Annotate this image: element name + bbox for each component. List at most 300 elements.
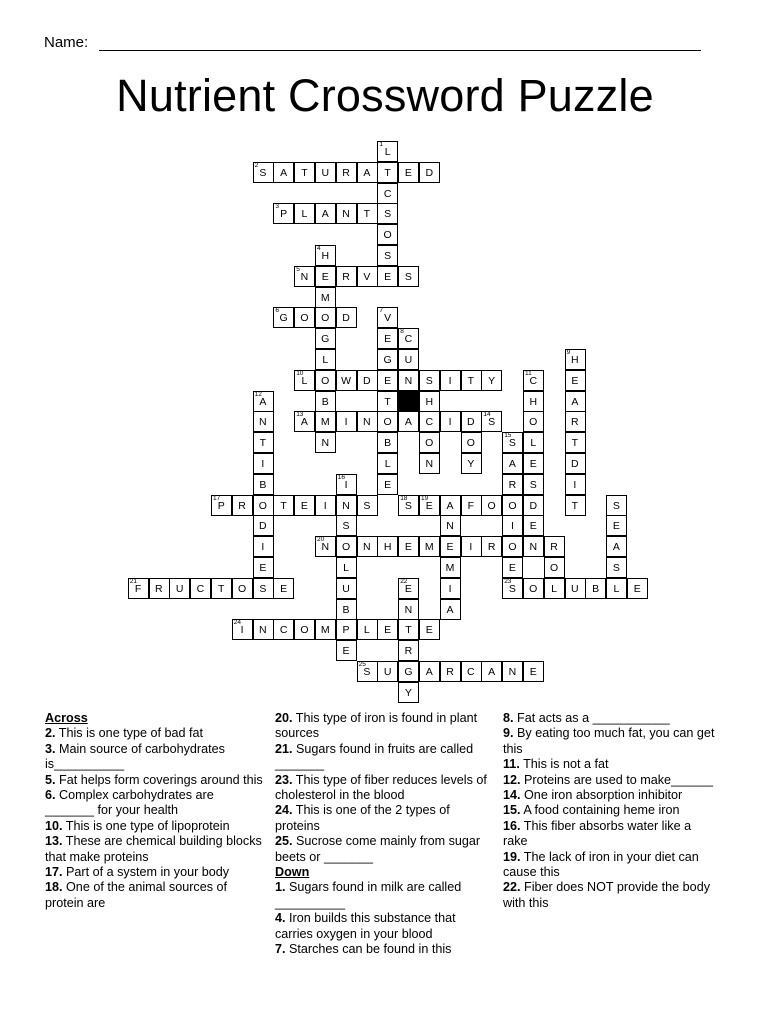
cell-letter: E: [404, 541, 413, 554]
clue-number: 15.: [503, 803, 521, 818]
grid-cell[interactable]: [398, 162, 419, 183]
grid-cell[interactable]: [315, 411, 336, 432]
grid-cell[interactable]: [273, 307, 294, 328]
clue-number: 6: [275, 307, 280, 315]
clue-text: Fiber does NOT provide the body with this: [503, 880, 710, 910]
clue-item: [45, 834, 263, 865]
grid-cell[interactable]: [273, 162, 294, 183]
grid-cell[interactable]: [502, 578, 523, 599]
grid-cell[interactable]: [606, 515, 627, 536]
grid-cell[interactable]: [606, 495, 627, 516]
grid-cell[interactable]: [377, 307, 398, 328]
cell-letter: P: [217, 499, 226, 512]
clue-number: 9: [566, 349, 571, 356]
clue-number: 23: [504, 577, 512, 585]
grid-cell[interactable]: [481, 495, 502, 516]
grid-cell[interactable]: [315, 495, 336, 516]
cell-letter: I: [240, 624, 244, 637]
grid-cell[interactable]: [481, 411, 502, 432]
grid-cell[interactable]: [502, 515, 523, 536]
grid-cell[interactable]: [419, 453, 440, 474]
grid-cell[interactable]: [273, 495, 294, 516]
cell-letter: B: [342, 603, 351, 616]
grid-cell[interactable]: [377, 391, 398, 412]
grid-cell[interactable]: [357, 370, 378, 391]
cell-letter: L: [384, 458, 392, 470]
clue-number: 10: [296, 369, 304, 377]
clue-number: 17.: [45, 865, 63, 880]
cell-letter: E: [384, 478, 392, 491]
grid-cell[interactable]: [565, 578, 586, 599]
grid-cell[interactable]: [502, 432, 523, 453]
cell-letter: P: [342, 624, 351, 637]
clue-text: This is one type of lipoprotein: [65, 818, 230, 833]
grid-cell[interactable]: [440, 661, 461, 682]
cell-letter: F: [467, 499, 475, 512]
cell-letter: U: [383, 666, 392, 678]
grid-cell[interactable]: [461, 432, 482, 453]
cell-letter: O: [321, 312, 330, 325]
clue-number: 8.: [503, 711, 514, 725]
grid-cell[interactable]: [294, 411, 315, 432]
grid-cell[interactable]: [315, 328, 336, 349]
grid-cell[interactable]: [565, 370, 586, 391]
grid-cell[interactable]: [523, 391, 544, 412]
grid-cell[interactable]: [440, 495, 461, 516]
cell-letter: N: [508, 666, 517, 678]
grid-cell[interactable]: [294, 266, 315, 287]
grid-cell[interactable]: [606, 557, 627, 578]
grid-cell[interactable]: [502, 495, 523, 516]
grid-cell[interactable]: [357, 495, 378, 516]
cell-letter: Y: [467, 458, 475, 470]
grid-cell[interactable]: [315, 349, 336, 370]
grid-cell[interactable]: [315, 162, 336, 183]
grid-cell[interactable]: [481, 536, 502, 557]
grid-cell[interactable]: [315, 287, 336, 308]
grid-cell[interactable]: [336, 162, 357, 183]
clue-text: Main source of carbohydrates is__________: [45, 741, 225, 772]
grid-cell[interactable]: [232, 619, 253, 640]
grid-cell[interactable]: [253, 162, 274, 183]
grid-cell[interactable]: [398, 495, 419, 516]
cell-letter: I: [448, 416, 452, 429]
grid-cell[interactable]: [211, 495, 232, 516]
grid-cell[interactable]: [377, 432, 398, 453]
grid-cell[interactable]: [398, 349, 419, 370]
grid-cell[interactable]: [377, 619, 398, 640]
clue-item: [503, 726, 715, 757]
cell-letter: L: [301, 208, 308, 221]
grid-cell[interactable]: [169, 578, 190, 599]
grid-cell[interactable]: [398, 536, 419, 557]
grid-cell[interactable]: [273, 203, 294, 224]
grid-cell[interactable]: [253, 557, 274, 578]
grid-cell[interactable]: [419, 536, 440, 557]
clue-text: Proteins are used to make______: [524, 772, 714, 787]
cell-letter: N: [425, 458, 434, 470]
grid-cell[interactable]: [565, 432, 586, 453]
grid-cell[interactable]: [377, 661, 398, 682]
grid-cell[interactable]: [253, 411, 274, 432]
down-heading: Down: [275, 865, 310, 880]
cell-letter: H: [425, 395, 434, 408]
cell-letter: R: [508, 478, 517, 491]
grid-cell[interactable]: [565, 411, 586, 432]
grid-cell[interactable]: [357, 661, 378, 682]
grid-cell[interactable]: [336, 599, 357, 620]
cell-letter: P: [280, 208, 288, 221]
page-title: Nutrient Crossword Puzzle: [116, 70, 654, 121]
cell-letter: L: [551, 582, 558, 595]
grid-cell[interactable]: [565, 391, 586, 412]
clue-number: 22: [400, 577, 408, 585]
cell-letter: T: [301, 166, 309, 179]
grid-cell[interactable]: [377, 474, 398, 495]
cell-letter: S: [425, 374, 434, 387]
clue-item: [45, 880, 263, 911]
grid-cell[interactable]: [357, 536, 378, 557]
clue-number: 11: [525, 369, 532, 377]
clue-text: By eating too much fat, you can get this: [503, 726, 715, 756]
clue-number: 14: [483, 411, 491, 419]
grid-cell[interactable]: [523, 432, 544, 453]
grid-cell[interactable]: [315, 307, 336, 328]
clue-number: 9.: [503, 726, 514, 741]
cell-letter: O: [508, 541, 518, 554]
grid-cell[interactable]: [502, 474, 523, 495]
grid-cell[interactable]: [440, 578, 461, 599]
cell-letter: V: [363, 270, 371, 283]
grid-cell[interactable]: [253, 391, 274, 412]
grid-cell[interactable]: [585, 578, 606, 599]
cell-letter: A: [425, 666, 434, 678]
grid-cell[interactable]: [253, 432, 274, 453]
grid-cell[interactable]: [294, 619, 315, 640]
grid-cell[interactable]: [357, 203, 378, 224]
grid-cell[interactable]: [294, 370, 315, 391]
cell-letter: H: [529, 395, 538, 408]
grid-cell[interactable]: [440, 536, 461, 557]
clues-column-3: [503, 711, 715, 911]
clue-item: [503, 819, 715, 850]
cell-letter: I: [448, 582, 452, 595]
grid-cell[interactable]: [565, 453, 586, 474]
clue-item: [503, 788, 715, 803]
grid-cell[interactable]: [565, 349, 586, 370]
grid-cell[interactable]: [398, 599, 419, 620]
cell-letter: E: [342, 645, 351, 658]
cell-letter: D: [363, 374, 372, 387]
grid-cell[interactable]: [544, 578, 565, 599]
cell-letter: R: [571, 416, 580, 429]
grid-cell[interactable]: [377, 536, 398, 557]
grid-cell[interactable]: [294, 203, 315, 224]
grid-cell[interactable]: [377, 411, 398, 432]
cell-letter: E: [529, 666, 538, 678]
grid-cell[interactable]: [336, 370, 357, 391]
grid-cell[interactable]: [502, 536, 523, 557]
cell-letter: A: [259, 395, 267, 408]
grid-cell[interactable]: [315, 266, 336, 287]
clue-text: This is one of the 2 types of proteins: [275, 803, 450, 833]
cell-letter: D: [571, 458, 580, 470]
grid-cell[interactable]: [523, 453, 544, 474]
grid-cell[interactable]: [232, 495, 253, 516]
grid-cell[interactable]: [523, 515, 544, 536]
cell-letter: E: [633, 582, 642, 595]
grid-cell[interactable]: [253, 578, 274, 599]
grid-cell[interactable]: [398, 370, 419, 391]
grid-cell[interactable]: [253, 474, 274, 495]
clue-text: Sugars found in milk are called __________: [275, 880, 462, 910]
grid-cell[interactable]: [336, 557, 357, 578]
grid-cell[interactable]: [336, 619, 357, 640]
cell-letter: N: [259, 416, 268, 429]
grid-cell[interactable]: [544, 557, 565, 578]
cell-letter: S: [612, 562, 621, 574]
grid-cell[interactable]: [315, 432, 336, 453]
grid-cell[interactable]: [273, 578, 294, 599]
clue-item: [275, 942, 493, 957]
cell-letter: I: [261, 541, 265, 554]
grid-cell[interactable]: [544, 536, 565, 557]
cell-letter: I: [573, 478, 577, 491]
cell-letter: O: [300, 624, 310, 637]
grid-cell[interactable]: [377, 224, 398, 245]
grid-cell[interactable]: [523, 578, 544, 599]
cell-letter: E: [425, 624, 434, 637]
grid-cell[interactable]: [419, 661, 440, 682]
across-heading: Across: [45, 711, 88, 725]
grid-cell[interactable]: [336, 495, 357, 516]
cell-letter: E: [529, 520, 538, 533]
grid-cell[interactable]: [523, 661, 544, 682]
grid-cell[interactable]: [502, 557, 523, 578]
grid-cell[interactable]: [128, 578, 149, 599]
clue-number: 24.: [275, 803, 293, 818]
grid-cell[interactable]: [565, 474, 586, 495]
cell-letter: O: [529, 416, 538, 429]
clue-number: 16.: [503, 818, 521, 833]
grid-cell[interactable]: [377, 370, 398, 391]
cell-letter: N: [363, 541, 372, 554]
grid-cell[interactable]: [627, 578, 648, 599]
grid-cell[interactable]: [336, 578, 357, 599]
grid-cell[interactable]: [315, 391, 336, 412]
grid-cell[interactable]: [398, 682, 419, 703]
grid-cell[interactable]: [377, 328, 398, 349]
grid-cell[interactable]: [377, 266, 398, 287]
clue-text: Fat acts as a ___________: [517, 711, 670, 725]
cell-letter: T: [259, 437, 267, 450]
grid-cell[interactable]: [440, 557, 461, 578]
grid-cell[interactable]: [440, 370, 461, 391]
grid-cell[interactable]: [357, 619, 378, 640]
cell-letter: S: [508, 437, 517, 450]
cell-letter: E: [529, 458, 538, 470]
cell-letter: R: [404, 645, 413, 658]
grid-cell[interactable]: [565, 495, 586, 516]
cell-letter: N: [342, 208, 351, 221]
cell-letter: I: [469, 541, 473, 554]
grid-cell[interactable]: [523, 411, 544, 432]
clue-item: [275, 773, 493, 804]
grid-cell[interactable]: [461, 661, 482, 682]
grid-cell[interactable]: [419, 432, 440, 453]
grid-cell[interactable]: [336, 307, 357, 328]
grid-cell[interactable]: [398, 411, 419, 432]
grid-cell[interactable]: [398, 640, 419, 661]
grid-cell[interactable]: [461, 536, 482, 557]
grid-cell[interactable]: [377, 349, 398, 370]
cell-letter: A: [508, 458, 517, 470]
grid-cell[interactable]: [253, 619, 274, 640]
clue-item: [503, 711, 715, 726]
grid-cell[interactable]: [523, 536, 544, 557]
grid-cell[interactable]: [502, 453, 523, 474]
cell-letter: V: [384, 312, 392, 325]
cell-letter: O: [487, 499, 497, 512]
clue-text: Iron builds this substance that carries oxygen in your blood: [275, 911, 456, 941]
cell-letter: O: [383, 416, 393, 429]
grid-cell[interactable]: [398, 328, 419, 349]
grid-cell[interactable]: [419, 370, 440, 391]
grid-cell[interactable]: [461, 411, 482, 432]
grid-cell[interactable]: [294, 162, 315, 183]
clue-text: The lack of iron in your diet can cause this: [503, 849, 699, 880]
clues-column-2: [275, 711, 493, 958]
grid-cell[interactable]: [377, 453, 398, 474]
grid-cell[interactable]: [232, 578, 253, 599]
cell-letter: A: [321, 208, 330, 221]
grid-cell[interactable]: [606, 536, 627, 557]
grid-cell[interactable]: [419, 495, 440, 516]
grid-cell[interactable]: [523, 370, 544, 391]
cell-letter: D: [467, 416, 476, 429]
grid-cell[interactable]: [419, 162, 440, 183]
grid-cell[interactable]: [502, 661, 523, 682]
grid-cell[interactable]: [149, 578, 170, 599]
grid-cell[interactable]: [481, 661, 502, 682]
grid-cell[interactable]: [211, 578, 232, 599]
grid-cell[interactable]: [336, 640, 357, 661]
grid-cell[interactable]: [357, 266, 378, 287]
grid-cell[interactable]: [398, 619, 419, 640]
cell-letter: A: [404, 416, 413, 429]
cell-letter: W: [341, 374, 352, 387]
cell-letter: U: [342, 582, 351, 595]
grid-cell[interactable]: [377, 245, 398, 266]
clue-item: [45, 726, 263, 741]
grid-cell[interactable]: [419, 619, 440, 640]
grid-cell[interactable]: [461, 370, 482, 391]
grid-cell[interactable]: [190, 578, 211, 599]
cell-letter: B: [321, 395, 330, 408]
grid-cell[interactable]: [253, 453, 274, 474]
grid-cell[interactable]: [315, 245, 336, 266]
grid-cell[interactable]: [336, 515, 357, 536]
cell-letter: S: [384, 250, 392, 262]
grid-cell[interactable]: [357, 162, 378, 183]
grid-cell[interactable]: [606, 578, 627, 599]
cell-letter: N: [342, 499, 351, 512]
cell-letter: R: [342, 166, 351, 179]
grid-cell[interactable]: [336, 266, 357, 287]
clue-number: 19.: [503, 849, 521, 864]
grid-cell[interactable]: [294, 307, 315, 328]
cell-letter: R: [155, 582, 164, 595]
cell-letter: C: [467, 666, 476, 678]
cell-letter: N: [363, 416, 372, 429]
clue-number: 11.: [503, 757, 520, 772]
grid-cell[interactable]: [523, 474, 544, 495]
grid-cell[interactable]: [315, 370, 336, 391]
cell-letter: G: [279, 312, 289, 325]
cell-letter: M: [445, 562, 455, 574]
grid-cell[interactable]: [315, 203, 336, 224]
cell-letter: E: [571, 374, 579, 387]
clue-item: [45, 788, 263, 819]
grid-cell[interactable]: [315, 536, 336, 557]
grid-cell[interactable]: [377, 203, 398, 224]
grid-cell[interactable]: [419, 391, 440, 412]
grid-cell[interactable]: [377, 183, 398, 204]
cell-letter: N: [259, 624, 268, 637]
cell-letter: S: [488, 416, 496, 429]
grid-cell[interactable]: [440, 599, 461, 620]
cell-letter: L: [613, 582, 620, 595]
clue-number: 5.: [45, 772, 56, 787]
grid-cell[interactable]: [398, 266, 419, 287]
grid-cell[interactable]: [253, 515, 274, 536]
grid-cell[interactable]: [336, 536, 357, 557]
grid-cell[interactable]: [461, 495, 482, 516]
clue-text: Part of a system in your body: [66, 865, 230, 880]
grid-cell[interactable]: [253, 495, 274, 516]
grid-cell[interactable]: [336, 474, 357, 495]
cell-letter: O: [321, 374, 330, 387]
grid-cell[interactable]: [253, 536, 274, 557]
grid-cell[interactable]: [440, 515, 461, 536]
clue-number: 22.: [503, 880, 521, 895]
cell-letter: R: [550, 541, 559, 554]
clue-item: [503, 850, 715, 881]
cell-letter: I: [448, 374, 452, 387]
grid-cell[interactable]: [398, 578, 419, 599]
cell-letter: H: [571, 354, 580, 366]
cell-letter: S: [529, 478, 538, 491]
grid-cell[interactable]: [461, 453, 482, 474]
grid-cell[interactable]: [294, 495, 315, 516]
clue-text: Fat helps form coverings around this: [59, 772, 263, 787]
grid-cell[interactable]: [419, 411, 440, 432]
cell-letter: B: [384, 437, 392, 450]
grid-cell[interactable]: [377, 141, 398, 162]
grid-cell[interactable]: [357, 411, 378, 432]
grid-cell[interactable]: [336, 411, 357, 432]
clue-number: 25.: [275, 834, 293, 849]
grid-cell[interactable]: [315, 619, 336, 640]
grid-cell[interactable]: [440, 411, 461, 432]
cell-letter: M: [424, 541, 435, 554]
grid-cell[interactable]: [377, 162, 398, 183]
grid-cell[interactable]: [336, 203, 357, 224]
grid-cell[interactable]: [273, 619, 294, 640]
grid-cell[interactable]: [398, 661, 419, 682]
grid-cell[interactable]: [481, 370, 502, 391]
grid-cell[interactable]: [523, 495, 544, 516]
